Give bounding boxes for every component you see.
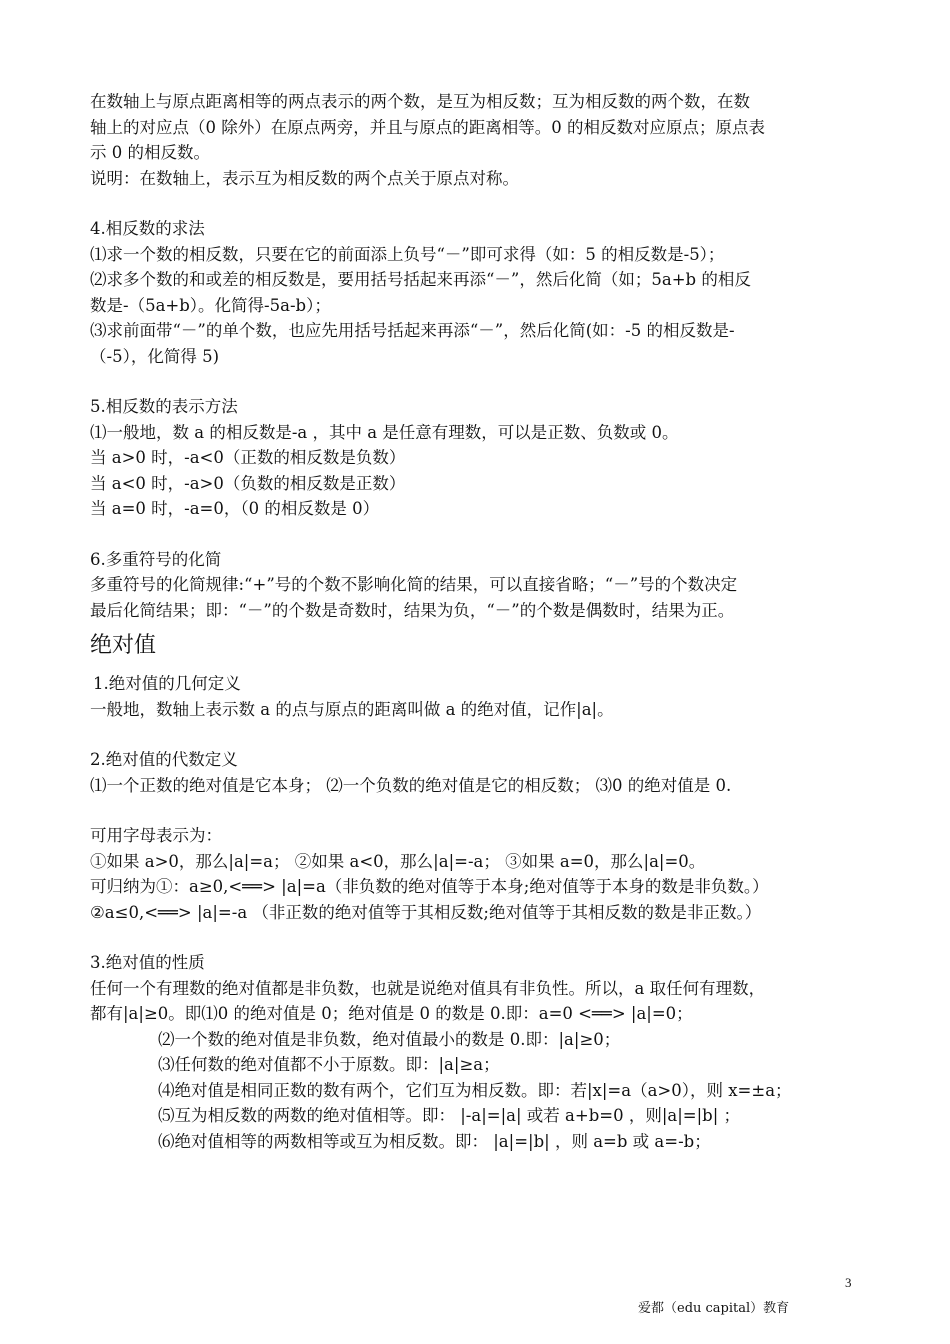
spacer (90, 191, 862, 216)
abs-section-2-line-1: ⑴一个正数的绝对值是它本身； ⑵一个负数的绝对值是它的相反数； ⑶0 的绝对值是 0. (90, 775, 732, 795)
section-6-line-1: 多重符号的化简规律:“+”号的个数不影响化简的结果，可以直接省略；“－”号的个数决定 (90, 575, 738, 594)
abs-section-3-line-4: ⑶任何数的绝对值都不小于原数。即：|a|≥a； (158, 1055, 500, 1074)
section-4-line-5: （-5），化简得 5) (90, 346, 220, 366)
abs-section-1-title: 1.绝对值的几何定义 (93, 674, 241, 693)
spacer (90, 925, 862, 950)
abs-section-2-line-4: 可归纳为①：a≥0,<══> |a|=a（非负数的绝对值等于本身;绝对值等于本身的数是非负数。） (90, 877, 769, 896)
section-4-line-3: 数是-（5a+b）。化简得-5a-b）； (90, 295, 331, 315)
section-5-line-1: ⑴一般地，数 a 的相反数是-a ，其中 a 是任意有理数，可以是正数、负数或 0。 (90, 422, 679, 442)
spacer (90, 522, 862, 547)
abs-section-1-line-1: 一般地，数轴上表示数 a 的点与原点的距离叫做 a 的绝对值，记作|a|。 (90, 699, 614, 719)
document-body (90, 89, 862, 1154)
section-4-line-2: ⑵求多个数的和或差的相反数是，要用括号括起来再添“－”，然后化简（如；5a+b 的相反 (90, 270, 751, 289)
footer-publisher: 爱都（edu capital）教育 (638, 1301, 790, 1316)
intro-line-2: 轴上的对应点（0 除外）在原点两旁，并且与原点的距离相等。0 的相反数对应原点；原点表 (90, 117, 765, 137)
abs-section-3-line-7: ⑹绝对值相等的两数相等或互为相反数。即： |a|=|b| ，则 a=b 或 a=-b； (158, 1131, 711, 1151)
section-4-line-1: ⑴求一个数的相反数，只要在它的前面添上负号“－”即可求得（如：5 的相反数是-5）； (90, 244, 725, 264)
intro-line-3: 示 0 的相反数。 (90, 143, 210, 162)
absolute-value-heading: 绝对值 (90, 633, 157, 658)
abs-section-3-line-2: 都有|a|≥0。即⑴0 的绝对值是 0；绝对值是 0 的数是 0.即：a=0 <══> |a|=0； (90, 1004, 693, 1023)
abs-section-3-line-5: ⑷绝对值是相同正数的数有两个，它们互为相反数。即：若|x|=a（a>0），则 x=±a； (158, 1080, 792, 1100)
spacer (90, 722, 862, 747)
abs-section-3-line-1: 任何一个有理数的绝对值都是非负数，也就是说绝对值具有非负性。所以，a 取任何有理数， (90, 978, 766, 998)
abs-section-3-title: 3.绝对值的性质 (90, 953, 205, 972)
abs-section-2-line-5: ②a≤0,<══> |a|=-a （非正数的绝对值等于其相反数;绝对值等于其相反数的数是非正数。） (90, 902, 762, 922)
abs-section-2-title: 2.绝对值的代数定义 (90, 750, 238, 769)
intro-note: 说明：在数轴上，表示互为相反数的两个点关于原点对称。 (90, 168, 519, 188)
abs-section-3-line-3: ⑵一个数的绝对值是非负数，绝对值最小的数是 0.即：|a|≥0； (158, 1029, 621, 1049)
abs-section-2-line-3: ①如果 a>0，那么|a|=a； ②如果 a<0，那么|a|=-a； ③如果 a=0，那么|a|=0。 (90, 851, 706, 871)
spacer (90, 369, 862, 394)
section-5-title: 5.相反数的表示方法 (90, 397, 238, 416)
section-5-line-2: 当 a>0 时，-a<0（正数的相反数是负数） (90, 448, 406, 467)
abs-section-3-line-6: ⑸互为相反数的两数的绝对值相等。即： |-a|=|a| 或若 a+b=0 ，则|a|=|b| ； (158, 1106, 741, 1125)
section-4-line-4: ⑶求前面带“－”的单个数，也应先用括号括起来再添“－”，然后化简(如：-5 的相反数是- (90, 321, 735, 340)
section-5-line-3: 当 a<0 时，-a>0（负数的相反数是正数） (90, 473, 406, 493)
page-number: 3 (845, 1275, 852, 1290)
intro-line-1: 在数轴上与原点距离相等的两点表示的两个数，是互为相反数；互为相反数的两个数，在数 (90, 92, 750, 111)
abs-section-2-line-2: 可用字母表示为： (90, 826, 222, 845)
spacer (90, 798, 862, 823)
section-6-title: 6.多重符号的化简 (90, 549, 222, 569)
section-4-title: 4.相反数的求法 (90, 219, 205, 238)
section-5-line-4: 当 a=0 时，-a=0，（0 的相反数是 0） (90, 499, 380, 518)
section-6-line-2: 最后化简结果；即：“－”的个数是奇数时，结果为负，“－”的个数是偶数时，结果为正。 (90, 600, 735, 620)
